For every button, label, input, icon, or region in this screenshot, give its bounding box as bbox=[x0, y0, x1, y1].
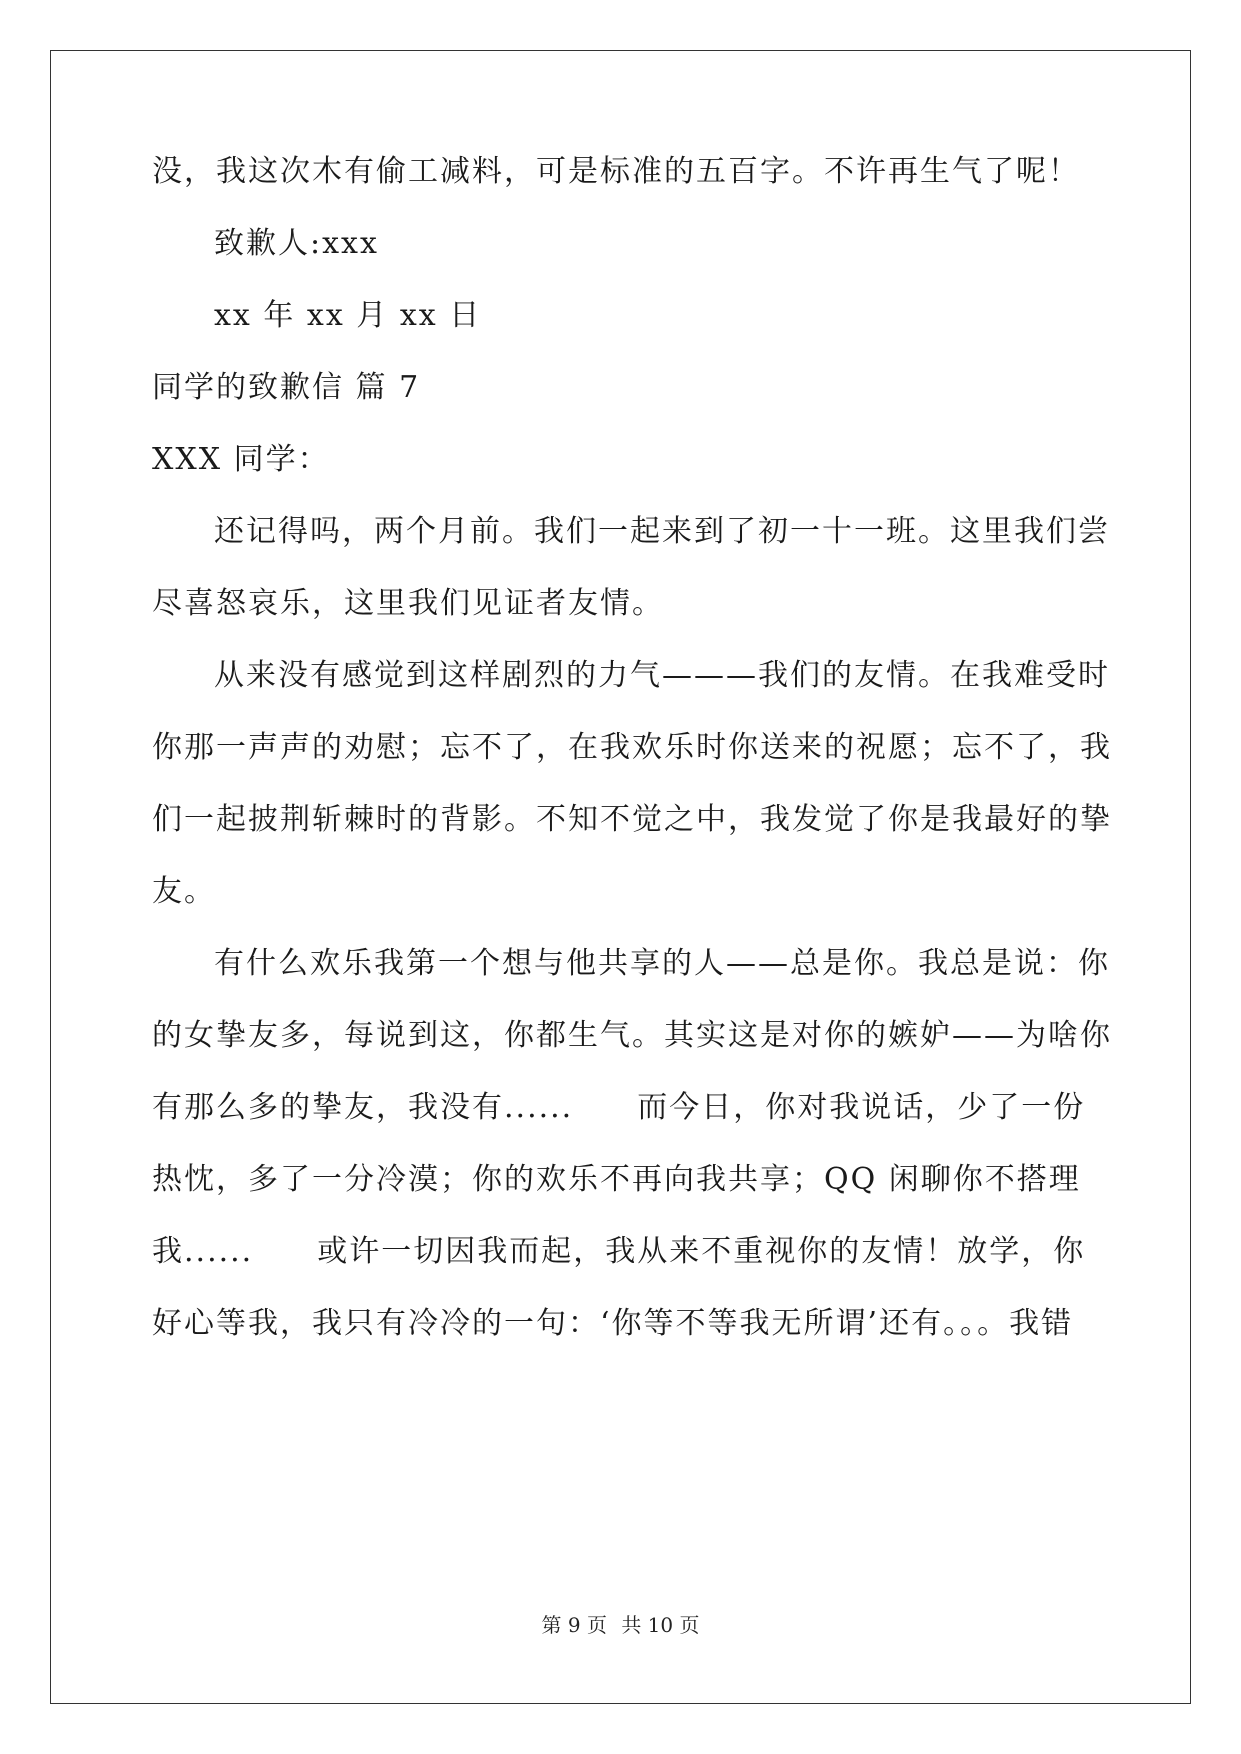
paragraph-2-line-1: 从来没有感觉到这样剧烈的力气———我们的友情。在我难受时 bbox=[214, 658, 1110, 693]
paragraph-2-line-4: 友。 bbox=[152, 874, 216, 909]
salutation: XXX 同学： bbox=[152, 442, 330, 477]
page-footer bbox=[0, 1612, 1241, 1638]
signature-line: 致歉人:xxx bbox=[214, 226, 379, 261]
paragraph-1-line-2: 尽喜怒哀乐，这里我们见证者友情。 bbox=[152, 586, 664, 621]
paragraph-2-line-3: 们一起披荆斩棘时的背影。不知不觉之中，我发觉了你是我最好的挚 bbox=[152, 802, 1112, 837]
text-line-1: 没，我这次木有偷工减料，可是标准的五百字。不许再生气了呢！ bbox=[152, 154, 1080, 189]
paragraph-3-line-5: 我...... 或许一切因我而起，我从来不重视你的友情！放学，你 bbox=[152, 1234, 1086, 1269]
page-number: 第 9 页 bbox=[541, 1613, 607, 1637]
section-heading: 同学的致歉信 篇 7 bbox=[152, 370, 421, 405]
paragraph-3-line-6: 好心等我，我只有冷冷的一句：‘你等不等我无所谓’还有。。。我错 bbox=[152, 1306, 1074, 1341]
paragraph-3-line-1: 有什么欢乐我第一个想与他共享的人——总是你。我总是说：你 bbox=[214, 946, 1110, 981]
paragraph-1-line-1: 还记得吗，两个月前。我们一起来到了初一十一班。这里我们尝 bbox=[214, 514, 1110, 549]
paragraph-3-line-3: 有那么多的挚友，我没有...... 而今日，你对我说话，少了一份 bbox=[152, 1090, 1086, 1125]
date-line: xx 年 xx 月 xx 日 bbox=[214, 298, 482, 333]
paragraph-3-line-4: 热忱，多了一分冷漠；你的欢乐不再向我共享；QQ 闲聊你不搭理 bbox=[152, 1162, 1081, 1197]
total-pages: 共 10 页 bbox=[621, 1613, 700, 1637]
paragraph-2-line-2: 你那一声声的劝慰；忘不了，在我欢乐时你送来的祝愿；忘不了，我 bbox=[152, 730, 1112, 765]
paragraph-3-line-2: 的女挚友多，每说到这，你都生气。其实这是对你的嫉妒——为啥你 bbox=[152, 1018, 1112, 1053]
